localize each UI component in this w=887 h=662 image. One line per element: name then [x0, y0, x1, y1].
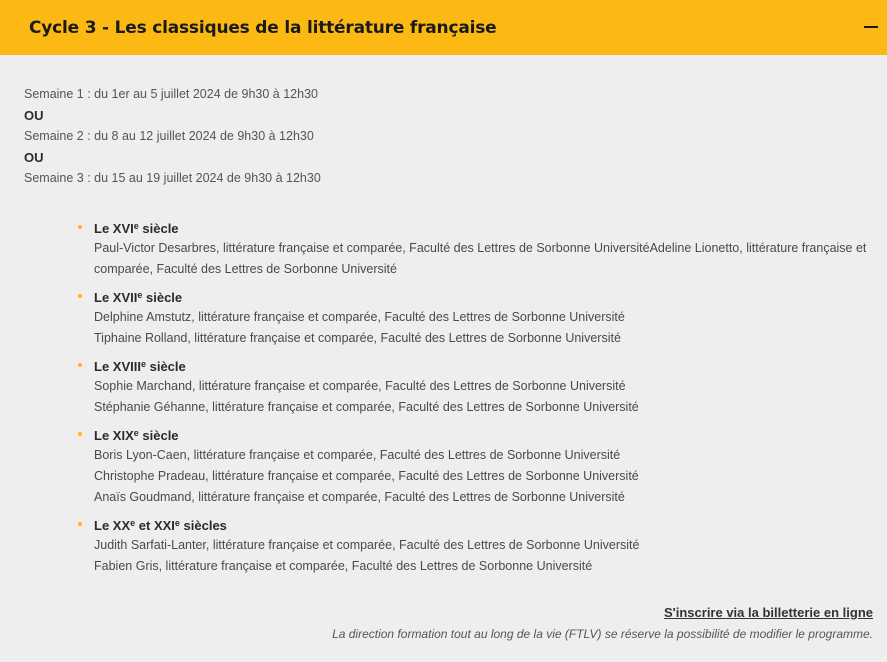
minus-icon[interactable]: [864, 26, 878, 28]
bullet-icon: [78, 432, 82, 436]
teacher-line: Sophie Marchand, littérature française et comparée, Faculté des Lettres de Sorbonne Université: [94, 379, 626, 393]
teacher-line: Stéphanie Géhanne, littérature française et comparée, Faculté des Lettres de Sorbonne Université: [94, 400, 639, 414]
register-link[interactable]: S'inscrire via la billetterie en ligne: [663, 605, 873, 620]
footer: [332, 602, 873, 644]
century-title: Le XVIIe siècle: [94, 290, 183, 305]
teacher-line: Delphine Amstutz, littérature française et comparée, Faculté des Lettres de Sorbonne Université: [94, 310, 625, 324]
session-dates: [24, 84, 887, 189]
teacher-line: Tiphaine Rolland, littérature française et comparée, Faculté des Lettres de Sorbonne Université: [94, 331, 621, 345]
teacher-line: Paul-Victor Desarbres, littérature française et comparée, Faculté des Lettres de Sorbonne UniversitéAdeline Lionetto, littérature française et comparée, Faculté des Lettres de Sorbonne Université: [94, 241, 867, 276]
or-separator: OU: [24, 150, 44, 165]
list-item-20th-21st-century: [94, 514, 887, 577]
century-list: [24, 217, 887, 577]
bullet-icon: [78, 522, 82, 526]
century-title: Le XVIIIe siècle: [94, 359, 186, 374]
session-week-3: Semaine 3 : du 15 au 19 juillet 2024 de 9h30 à 12h30: [24, 171, 321, 185]
list-item-16th-century: [94, 217, 887, 280]
bullet-icon: [78, 363, 82, 367]
disclaimer-text: La direction formation tout au long de la vie (FTLV) se réserve la possibilité de modifier le programme.: [332, 627, 873, 641]
accordion-title: Cycle 3 - Les classiques de la littérature française: [29, 17, 497, 38]
bullet-icon: [78, 294, 82, 298]
teacher-line: Christophe Pradeau, littérature française et comparée, Faculté des Lettres de Sorbonne Université: [94, 469, 639, 483]
list-item-19th-century: [94, 424, 887, 508]
teacher-line: Judith Sarfati-Lanter, littérature française et comparée, Faculté des Lettres de Sorbonne Université: [94, 538, 640, 552]
list-item-17th-century: [94, 286, 887, 349]
teacher-line: Fabien Gris, littérature française et comparée, Faculté des Lettres de Sorbonne Université: [94, 559, 593, 573]
bullet-icon: [78, 225, 82, 229]
or-separator: OU: [24, 108, 44, 123]
accordion-content: [0, 55, 887, 577]
session-week-2: Semaine 2 : du 8 au 12 juillet 2024 de 9h30 à 12h30: [24, 129, 314, 143]
century-title: Le XVIe siècle: [94, 221, 179, 236]
century-title: Le XXe et XXIe siècles: [94, 518, 227, 533]
teacher-line: Anaïs Goudmand, littérature française et comparée, Faculté des Lettres de Sorbonne Université: [94, 490, 625, 504]
list-item-18th-century: [94, 355, 887, 418]
teacher-line: Boris Lyon-Caen, littérature française et comparée, Faculté des Lettres de Sorbonne Université: [94, 448, 621, 462]
accordion-header[interactable]: [0, 0, 887, 55]
session-week-1: Semaine 1 : du 1er au 5 juillet 2024 de 9h30 à 12h30: [24, 87, 318, 101]
century-title: Le XIXe siècle: [94, 428, 179, 443]
